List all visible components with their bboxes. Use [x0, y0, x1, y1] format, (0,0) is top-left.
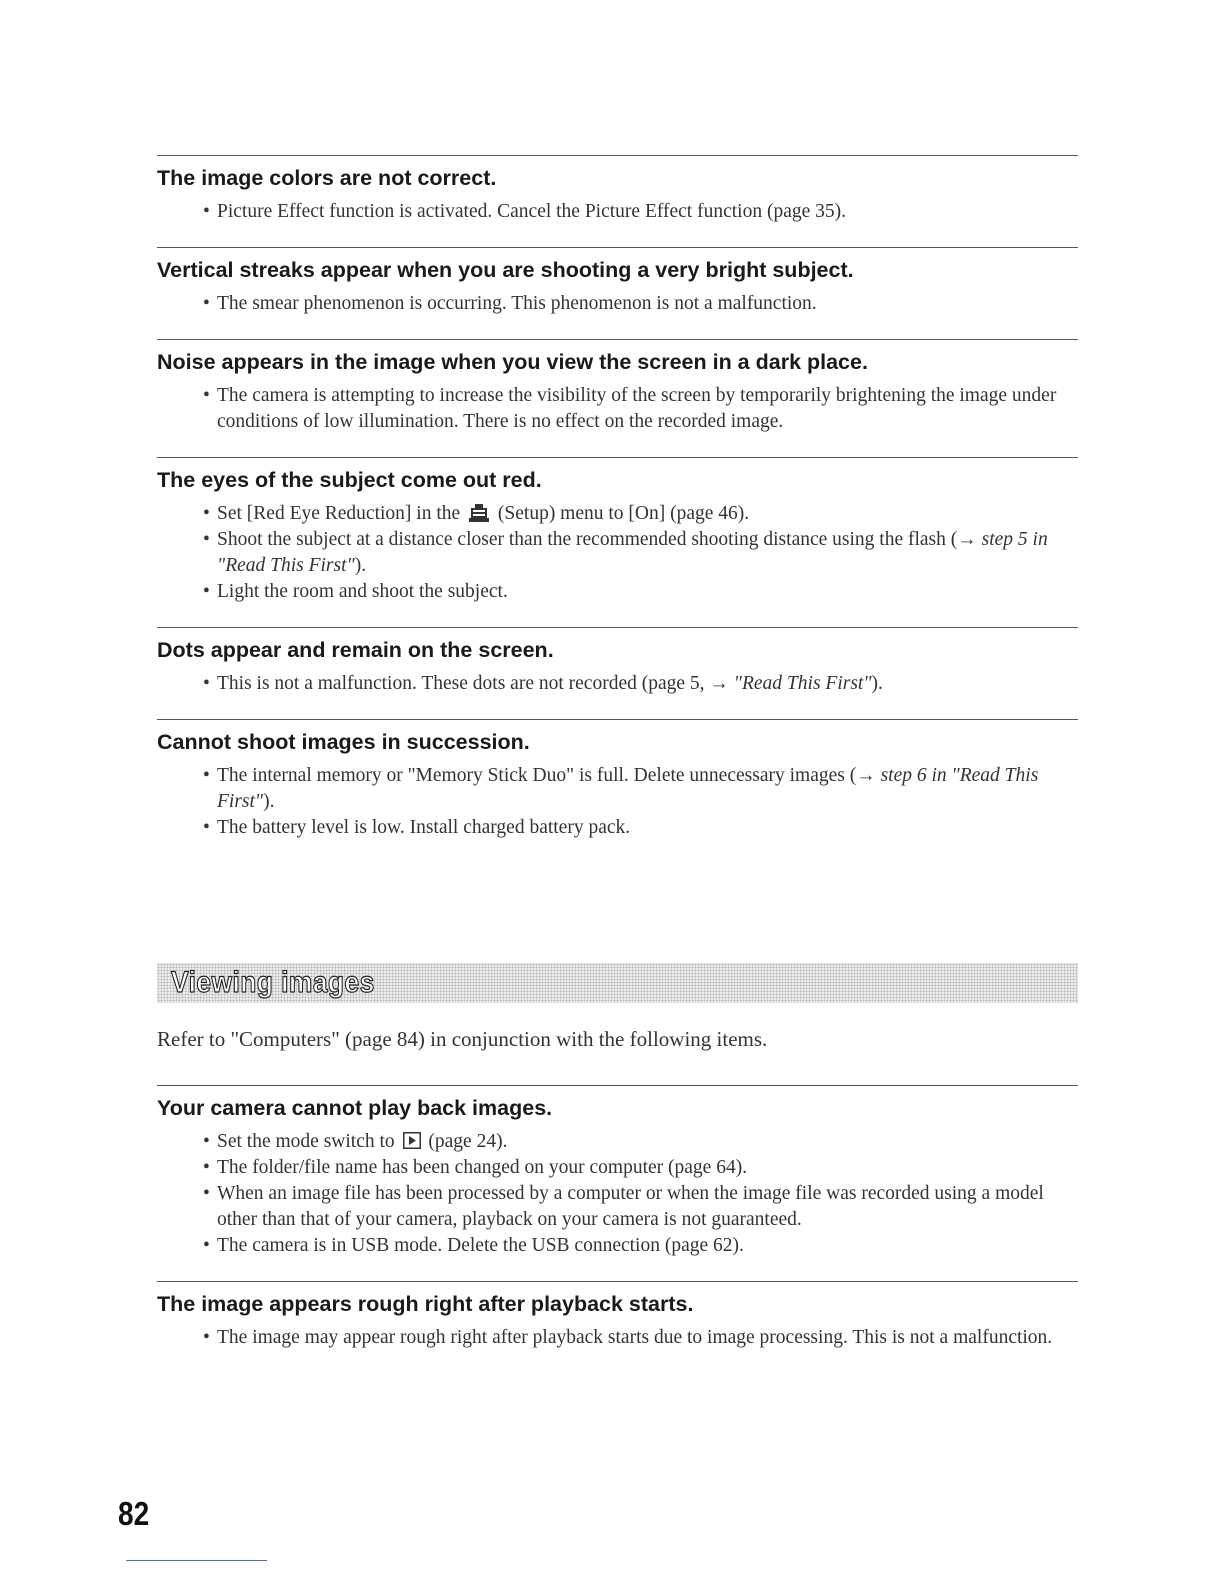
- list-item: [203, 501, 1078, 527]
- list-item: • The battery level is low. Install charged battery pack.: [203, 815, 1078, 841]
- list-item: • The folder/file name has been changed on your computer (page 64).: [203, 1155, 1078, 1181]
- item-text: (page 24).: [428, 1131, 508, 1152]
- arrow-right-icon: →: [856, 765, 876, 786]
- section-rough-image: [157, 1281, 1078, 1351]
- list-item: • Picture Effect function is activated. Cancel the Picture Effect function (page 35).: [203, 199, 1078, 225]
- section-heading: The eyes of the subject come out red.: [157, 468, 542, 492]
- page-number: 82: [118, 1495, 150, 1532]
- cross-reference: step 6 in "Read This First": [217, 765, 1039, 812]
- arrow-right-icon: →: [957, 529, 977, 550]
- section-vertical-streaks: [157, 247, 1078, 317]
- item-text: Shoot the subject at a distance closer than the recommended shooting distance using the flash (: [217, 529, 958, 550]
- item-list: [157, 383, 1078, 435]
- divider: [126, 1560, 267, 1561]
- item-text: ).: [871, 673, 883, 694]
- item-list: [157, 501, 1078, 605]
- section-dots: [157, 627, 1078, 697]
- banner-title: Viewing images: [171, 966, 375, 999]
- section-heading: Noise appears in the image when you view the screen in a dark place.: [157, 350, 868, 374]
- item-text: Set the mode switch to: [217, 1131, 395, 1152]
- playback-mode-icon: [403, 1132, 421, 1149]
- list-item: [203, 527, 1078, 579]
- cross-reference: step 5 in "Read This First": [217, 529, 1048, 576]
- item-list: [157, 1325, 1078, 1351]
- list-item: • The image may appear rough right after playback starts due to image processing. This is not a malfunction.: [203, 1325, 1078, 1351]
- section-heading: The image appears rough right after playback starts.: [157, 1292, 694, 1316]
- section-red-eye: [157, 457, 1078, 605]
- setup-icon: [469, 504, 489, 522]
- section-heading: The image colors are not correct.: [157, 166, 497, 190]
- item-text: ).: [263, 791, 275, 812]
- list-item: • When an image file has been processed by a computer or when the image file was recorded using a model other than that of your camera, playback on your camera is not guaranteed.: [203, 1181, 1078, 1233]
- troubleshooting-shooting: [157, 155, 1078, 841]
- item-list: [157, 291, 1078, 317]
- section-noise: [157, 339, 1078, 435]
- list-item: [203, 763, 1078, 815]
- cross-reference: "Read This First": [733, 673, 872, 694]
- item-text: The internal memory or "Memory Stick Duo" is full. Delete unnecessary images (: [217, 765, 857, 786]
- list-item: [203, 1129, 1078, 1155]
- list-item: • The camera is attempting to increase the visibility of the screen by temporarily brightening the image under conditions of low illumination. There is no effect on the recorded image.: [203, 383, 1078, 435]
- item-text: ).: [354, 555, 367, 576]
- list-item: • The camera is in USB mode. Delete the USB connection (page 62).: [203, 1233, 1078, 1259]
- section-heading: Vertical streaks appear when you are shooting a very bright subject.: [157, 258, 854, 282]
- section-heading: Dots appear and remain on the screen.: [157, 638, 554, 662]
- list-item: • The smear phenomenon is occurring. This phenomenon is not a malfunction.: [203, 291, 1078, 317]
- section-banner: [157, 963, 1078, 1003]
- item-text: (Setup) menu to [On] (page 46).: [497, 503, 750, 524]
- item-text: This is not a malfunction. These dots are not recorded (page 5,: [217, 673, 705, 694]
- section-cannot-play: [157, 1085, 1078, 1259]
- item-list: [157, 671, 1078, 697]
- item-list: [157, 763, 1078, 841]
- intro-text: Refer to "Computers" (page 84) in conjunction with the following items.: [157, 1027, 768, 1051]
- item-list: [157, 199, 1078, 225]
- section-colors: [157, 155, 1078, 225]
- list-item: [203, 671, 1078, 697]
- item-text: Set [Red Eye Reduction] in the: [217, 503, 461, 524]
- troubleshooting-playback: [157, 1085, 1078, 1351]
- section-succession: [157, 719, 1078, 841]
- section-heading: Cannot shoot images in succession.: [157, 730, 530, 754]
- arrow-right-icon: →: [709, 673, 729, 694]
- list-item: • Light the room and shoot the subject.: [203, 579, 1078, 605]
- item-list: [157, 1129, 1078, 1259]
- section-heading: Your camera cannot play back images.: [157, 1096, 553, 1120]
